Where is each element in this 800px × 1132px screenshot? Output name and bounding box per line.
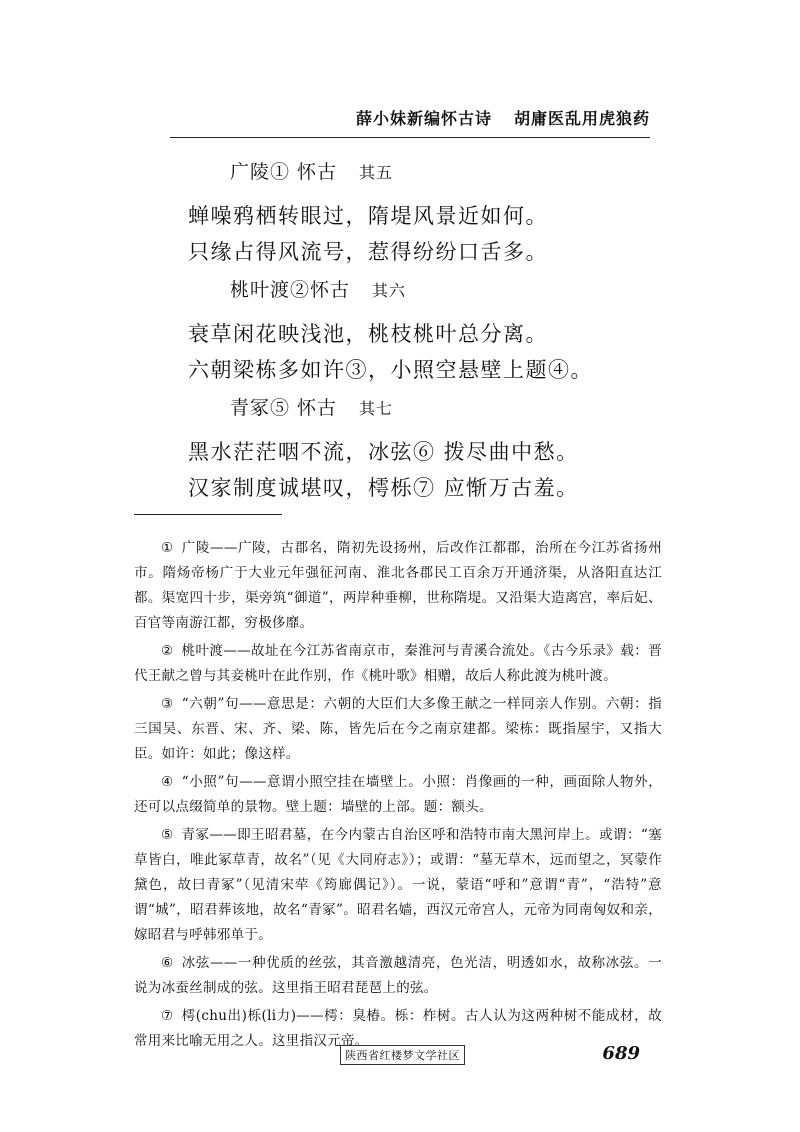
poem-seven	[188, 394, 748, 506]
page-number: 689	[602, 1043, 640, 1064]
footnote	[134, 639, 662, 689]
poem-line: 六朝梁栋多如许③，小照空悬壁上题④。	[188, 358, 593, 382]
footnote-marker: ⑤	[161, 827, 174, 843]
footnote-text: 广陵——广陵，古郡名，隋初先设扬州，后改作江都郡，治所在今江苏省扬州市。隋炀帝杨广于大业元年强征河南、淮北各郡民工百余万开通济渠，从洛阳直达江都。渠宽四十步，渠旁筑“御道”，两岸种垂柳，世称隋堤。又沿渠大造离宫，率后妃、百官等南游江都，穷极侈靡。	[134, 540, 662, 631]
poem-line: 汉家制度诚堪叹，樗栎⑦ 应惭万古羞。	[188, 476, 579, 500]
footnote	[134, 692, 662, 767]
poem-line: 只缘占得风流号，惹得纷纷口舌多。	[188, 240, 548, 264]
poem-number: 其七	[359, 399, 394, 418]
footnote-marker: ①	[161, 540, 174, 556]
footnote-text: 桃叶渡——故址在今江苏省南京市，秦淮河与青溪合流处。《古今乐录》载：晋代王献之曾与其妾桃叶在此作别，作《桃叶歌》相赠，故后人称此渡为桃叶渡。	[134, 643, 662, 684]
footnote	[134, 770, 662, 820]
footnote-marker: ③	[161, 696, 174, 712]
poem-title	[230, 394, 748, 422]
footnote-marker: ②	[161, 643, 174, 659]
footnote-marker: ⑥	[161, 955, 174, 971]
header-left: 薛小妹新编怀古诗	[355, 109, 492, 128]
footnote-text: 樗(chu出)栎(li力)——樗：臭椿。栎：柞树。古人认为这两种树不能成材，故常用来比喻无用之人。这里指汉元帝。	[134, 1008, 663, 1049]
poem-title-text: 桃叶渡②怀古	[230, 279, 351, 301]
footnote	[134, 951, 662, 1001]
poem-number: 其六	[372, 281, 407, 300]
footnote-text: 青冢——即王昭君墓，在今内蒙古自治区呼和浩特市南大黑河岸上。或谓：“塞草皆白，唯此冢草青，故名”（见《大同府志》）；或谓：“墓无草木，远而望之，冥蒙作黛色，故曰青冢”（见清宋荦《筠廊偶记》）。一说，蒙语“呼和”意谓“青”，“浩特”意谓“城”，昭君葬该地，故名“青冢”。昭君名嫱，西汉元帝宫人，元帝为同南匈奴和亲，嫁昭君与呼韩邪单于。	[134, 827, 662, 943]
poem-title-text: 广陵① 怀古	[230, 161, 338, 183]
source-stamp: 陕西省红楼梦文学社区	[340, 1045, 465, 1065]
page-footer	[340, 1043, 640, 1067]
footnote-text: “小照”句——意谓小照空挂在墙壁上。小照：肖像画的一种，画面除人物外，还可以点缀简单的景物。壁上题：墙壁的上部。题：额头。	[134, 774, 663, 815]
header-right: 胡庸医乱用虎狼药	[513, 109, 650, 128]
poem-line: 黑水茫茫咽不流，冰弦⑥ 拨尽曲中愁。	[188, 440, 579, 464]
poem-five	[188, 158, 748, 270]
footnotes	[134, 536, 662, 1057]
poem-title-text: 青冢⑤ 怀古	[230, 397, 338, 419]
poem-line: 衰草闲花映浅池，桃枝桃叶总分离。	[188, 322, 548, 346]
poem-title	[230, 276, 748, 304]
footnote-text: 冰弦——一种优质的丝弦，其音激越清亮，色光洁，明透如水，故称冰弦。一说为冰蚕丝制成的弦。这里指王昭君琵琶上的弦。	[134, 955, 662, 996]
running-header	[170, 106, 650, 138]
footnote	[134, 536, 662, 636]
poem-title	[230, 158, 748, 186]
footnote-marker: ④	[161, 774, 174, 790]
footnote-divider	[134, 514, 282, 515]
poem-six	[188, 276, 748, 388]
footnote-text: “六朝”句——意思是：六朝的大臣们大多像王献之一样同亲人作别。六朝：指三国吴、东晋、宋、齐、梁、陈，皆先后在今之南京建都。梁栋：既指屋宇，又指大臣。如许：如此；像这样。	[134, 696, 663, 762]
footnote	[134, 823, 662, 948]
footnote-marker: ⑦	[161, 1008, 174, 1024]
poem-line: 蝉噪鸦栖转眼过，隋堤风景近如何。	[188, 204, 548, 228]
poem-number: 其五	[359, 163, 394, 182]
poem-section	[188, 158, 748, 512]
